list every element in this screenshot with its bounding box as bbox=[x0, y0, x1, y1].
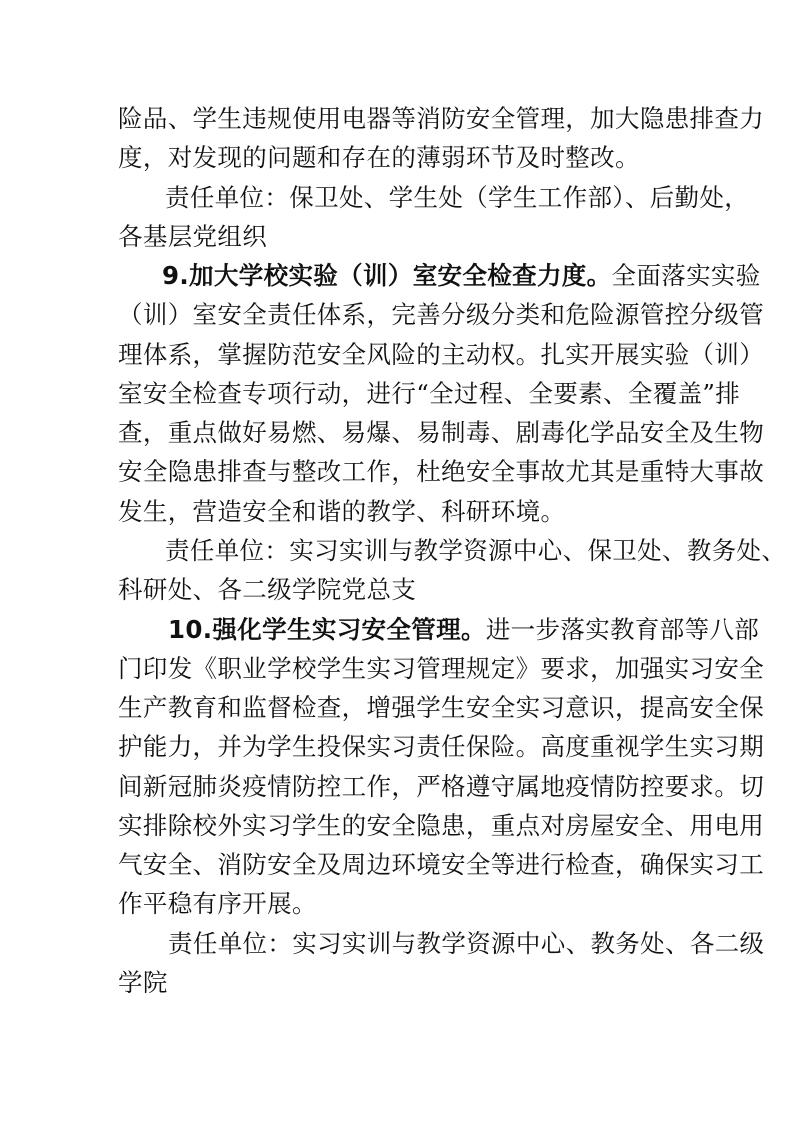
responsibility-line: 责任单位：保卫处、学生处（学生工作部）、后勤处， bbox=[165, 183, 750, 212]
responsibility-line: 责任单位：实习实训与教学资源中心、保卫处、教务处、 bbox=[165, 536, 787, 565]
item-10-heading: 10.强化学生实习安全管理。 bbox=[168, 615, 486, 644]
paragraph-line: 度，对发现的问题和存在的薄弱环节及时整改。 bbox=[118, 143, 640, 172]
paragraph-line: 实排除校外实习学生的安全隐患，重点对房屋安全、用电用 bbox=[118, 811, 765, 840]
item-9-first-line bbox=[162, 261, 761, 291]
item-10-text: 进一步落实教育部等八部 bbox=[485, 615, 760, 644]
paragraph-line: （训）室安全责任体系，完善分级分类和危险源管控分级管 bbox=[118, 300, 765, 329]
paragraph-line: 发生，营造安全和谐的教学、科研环境。 bbox=[118, 497, 566, 526]
responsibility-line: 各基层党组织 bbox=[118, 222, 268, 251]
paragraph-line: 室安全检查专项行动，进行“全过程、全要素、全覆盖”排 bbox=[118, 379, 741, 408]
paragraph-line: 护能力，并为学生投保实习责任保险。高度重视学生实习期 bbox=[118, 732, 765, 761]
responsibility-line: 学院 bbox=[118, 968, 168, 997]
paragraph-line: 门印发《职业学校学生实习管理规定》要求，加强实习安全 bbox=[118, 654, 765, 683]
item-10-first-line bbox=[168, 615, 759, 645]
item-9-heading: 9.加大学校实验（训）室安全检查力度。 bbox=[162, 261, 612, 290]
responsibility-line: 科研处、各二级学院党总支 bbox=[118, 575, 417, 604]
paragraph-line: 作平稳有序开展。 bbox=[118, 889, 317, 918]
paragraph-line: 查，重点做好易燃、易爆、易制毒、剧毒化学品安全及生物 bbox=[118, 418, 765, 447]
paragraph-line: 生产教育和监督检查，增强学生安全实习意识，提高安全保 bbox=[118, 693, 765, 722]
paragraph-line: 安全隐患排查与整改工作，杜绝安全事故尤其是重特大事故 bbox=[118, 457, 765, 486]
paragraph-line: 理体系，掌握防范安全风险的主动权。扎实开展实验（训） bbox=[118, 340, 765, 369]
item-9-text: 全面落实实验 bbox=[611, 261, 761, 290]
paragraph-line: 气安全、消防安全及周边环境安全等进行检查，确保实习工 bbox=[118, 850, 765, 879]
paragraph-line: 险品、学生违规使用电器等消防安全管理，加大隐患排查力 bbox=[118, 104, 765, 133]
responsibility-line: 责任单位：实习实训与教学资源中心、教务处、各二级 bbox=[168, 929, 765, 958]
paragraph-line: 间新冠肺炎疫情防控工作，严格遵守属地疫情防控要求。切 bbox=[118, 772, 765, 801]
